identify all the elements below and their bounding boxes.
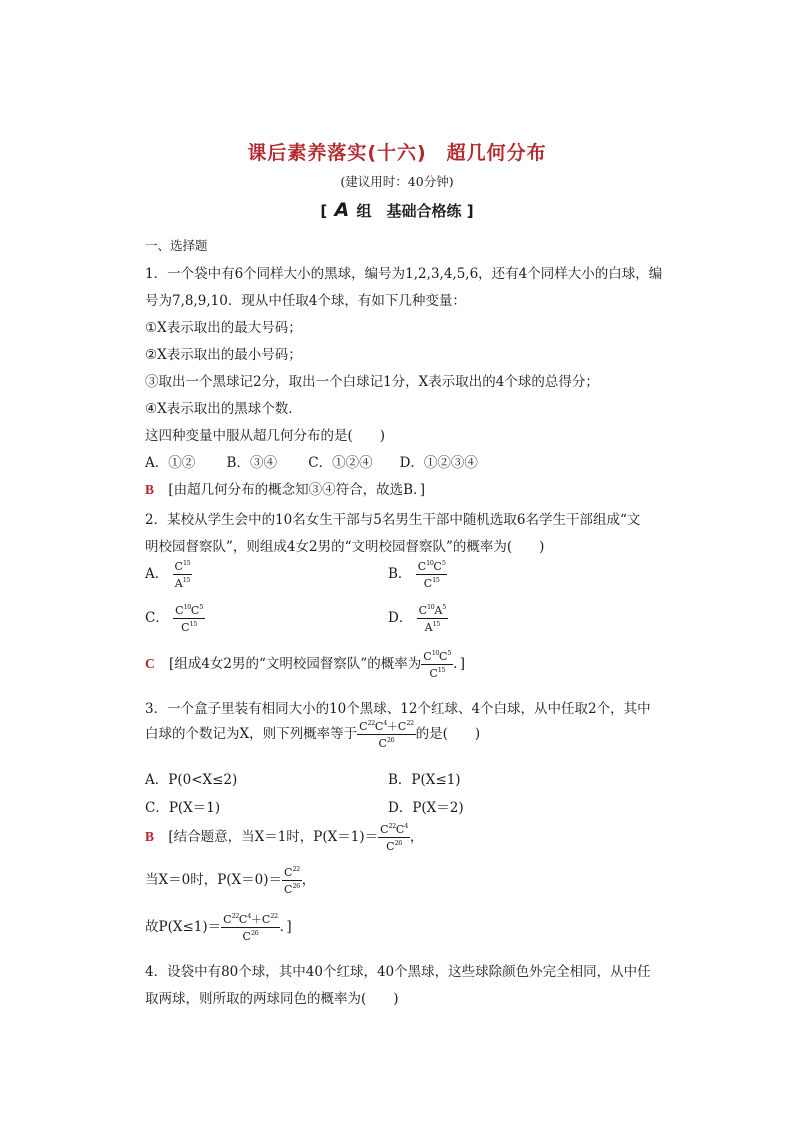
superscript: 26 — [386, 736, 395, 744]
q3-line2-end: 的是( ) — [415, 726, 481, 742]
numerator: C — [417, 560, 427, 573]
q3-line2 — [145, 720, 480, 749]
option-label: D． — [388, 610, 413, 626]
denominator: C — [423, 577, 433, 590]
q3-line2-text: 白球的个数记为X，则下列概率等于 — [145, 726, 358, 742]
q1-variable-2: ②X表示取出的最小号码； — [145, 347, 302, 363]
denominator: A — [174, 577, 183, 590]
superscript: 5 — [441, 559, 446, 567]
numerator: C — [175, 604, 184, 617]
group-bracket-close: ] — [466, 202, 474, 220]
q2-line2: 明校园督察队”，则组成4女2男的“文明校园督察队”的概率为( ) — [145, 539, 545, 555]
denominator: C — [181, 621, 190, 634]
q4-line2: 取两球，则所取的两球同色的概率为( ) — [145, 991, 399, 1007]
q3-option-b: B．P(X≤1) — [388, 772, 461, 788]
q2-option-a — [145, 560, 192, 589]
superscript: 26 — [394, 839, 402, 847]
q2-line1: 2．某校从学生会中的10名女生干部与5名男生干部中随机选取6名学生干部组成“文 — [145, 512, 641, 528]
denominator: C — [242, 930, 251, 943]
fraction — [421, 650, 453, 679]
q3-step1-text: [结合题意，当X＝1时，P(X＝1)＝ — [168, 829, 379, 845]
group-text: 组 基础合格练 — [356, 202, 462, 220]
superscript: 4 — [247, 912, 251, 920]
q3-answer-step1 — [145, 823, 423, 852]
superscript: 26 — [292, 882, 300, 890]
superscript: 15 — [182, 576, 191, 584]
numerator: C — [374, 720, 384, 733]
superscript: 4 — [404, 822, 408, 830]
numerator: C — [423, 650, 432, 663]
q2-answer — [145, 650, 465, 679]
q3-step3-text: 故P(X≤1)＝ — [145, 919, 222, 935]
superscript: 10 — [427, 603, 435, 611]
q3-option-c: C．P(X＝1) — [145, 800, 221, 816]
option-label: A． — [145, 566, 169, 582]
q4-line1: 4．设袋中有80个球，其中40个红球，40个黑球，这些球除颜色外完全相同，从中任 — [145, 964, 651, 980]
page-title: 课后素养落实(十六) 超几何分布 — [247, 142, 547, 164]
superscript: 26 — [250, 929, 259, 937]
q1-variable-3: ③取出一个黑球记2分，取出一个白球记1分，X表示取出的4个球的总得分； — [145, 374, 599, 390]
superscript: 15 — [182, 559, 191, 567]
superscript: 22 — [388, 822, 396, 830]
q3-line1: 3．一个盒子里装有相同大小的10个黑球、12个红球、4个白球，从中任取2个，其中 — [145, 701, 651, 717]
q2-answer-letter: C — [145, 656, 155, 671]
fraction — [282, 866, 302, 895]
q1-answer — [145, 478, 425, 498]
option-label: B． — [388, 566, 412, 582]
q1-variable-4: ④X表示取出的黑球个数． — [145, 401, 302, 417]
denominator: A — [424, 621, 433, 634]
fraction — [357, 720, 415, 749]
fraction — [221, 913, 279, 942]
superscript: 10 — [183, 603, 191, 611]
fraction — [173, 604, 205, 633]
q2-answer-end: ．] — [453, 656, 466, 672]
numerator: C — [190, 604, 200, 617]
numerator: C — [395, 823, 405, 836]
superscript: 15 — [432, 620, 440, 628]
q3-step1-end: ， — [409, 829, 424, 845]
superscript: 22 — [367, 719, 375, 727]
superscript: 22 — [406, 719, 414, 727]
superscript: 22 — [231, 912, 239, 920]
q3-step3-end: ．] — [279, 919, 292, 935]
q1-variable-1: ①X表示取出的最大号码； — [145, 320, 302, 336]
superscript: 15 — [432, 576, 440, 584]
numerator: C — [418, 604, 428, 617]
superscript: 15 — [189, 620, 197, 628]
numerator: ＋C — [386, 720, 407, 733]
numerator: C — [359, 720, 368, 733]
q1-answer-letter: B — [145, 482, 155, 497]
q2-option-c — [145, 604, 205, 633]
group-heading — [0, 199, 794, 221]
superscript: 22 — [292, 865, 300, 873]
q1-answer-text: [由超几何分布的概念知③④符合，故选B．] — [168, 482, 426, 498]
superscript: 15 — [437, 666, 446, 674]
superscript: 10 — [431, 649, 439, 657]
suggested-time: (建议用时：40分钟) — [340, 174, 454, 189]
superscript: 5 — [442, 603, 446, 611]
denominator: C — [429, 667, 438, 680]
numerator: C — [223, 913, 232, 926]
numerator: C — [380, 823, 389, 836]
q3-answer-step2 — [145, 866, 315, 895]
q1-line2: 号为7,8,9,10．现从中任取4个球，有如下几种变量： — [145, 293, 466, 309]
numerator: C — [433, 560, 442, 573]
denominator: C — [378, 737, 387, 750]
q2-option-b — [388, 560, 447, 589]
numerator: C — [174, 560, 183, 573]
superscript: 4 — [383, 719, 387, 727]
superscript: 10 — [426, 559, 434, 567]
fraction — [417, 604, 448, 633]
superscript: 22 — [270, 912, 278, 920]
q3-step2-text: 当X＝0时，P(X＝0)＝ — [145, 872, 283, 888]
q1-line1: 1．一个袋中有6个同样大小的黑球，编号为1,2,3,4,5,6，还有4个同样大小的白球，编 — [145, 266, 663, 282]
q1-options: A．①② B．③④ C．①②④ D．①②③④ — [145, 455, 478, 471]
q3-answer-step3 — [145, 913, 292, 942]
q3-option-a: A．P(0<X≤2) — [145, 772, 238, 788]
numerator: ＋C — [250, 913, 271, 926]
fraction — [416, 560, 448, 589]
numerator: A — [434, 604, 443, 617]
q3-answer-letter: B — [145, 829, 155, 844]
q2-option-d — [388, 604, 448, 633]
denominator: C — [386, 840, 395, 853]
denominator: C — [284, 883, 293, 896]
numerator: C — [439, 650, 448, 663]
superscript: 5 — [199, 603, 203, 611]
q1-question: 这四种变量中服从超几何分布的是( ) — [145, 428, 386, 444]
section-heading: 一、选择题 — [145, 238, 208, 253]
option-label: C． — [145, 610, 169, 626]
fraction — [378, 823, 410, 852]
superscript: 5 — [447, 649, 452, 657]
q3-step2-end: ， — [301, 872, 316, 888]
fraction — [173, 560, 193, 589]
numerator: C — [284, 866, 293, 879]
q3-option-d: D．P(X＝2) — [388, 800, 464, 816]
group-letter: A — [334, 199, 350, 221]
q2-answer-text: [组成4女2男的“文明校园督察队”的概率为 — [169, 656, 422, 672]
group-bracket-open: [ — [320, 202, 328, 220]
numerator: C — [238, 913, 248, 926]
